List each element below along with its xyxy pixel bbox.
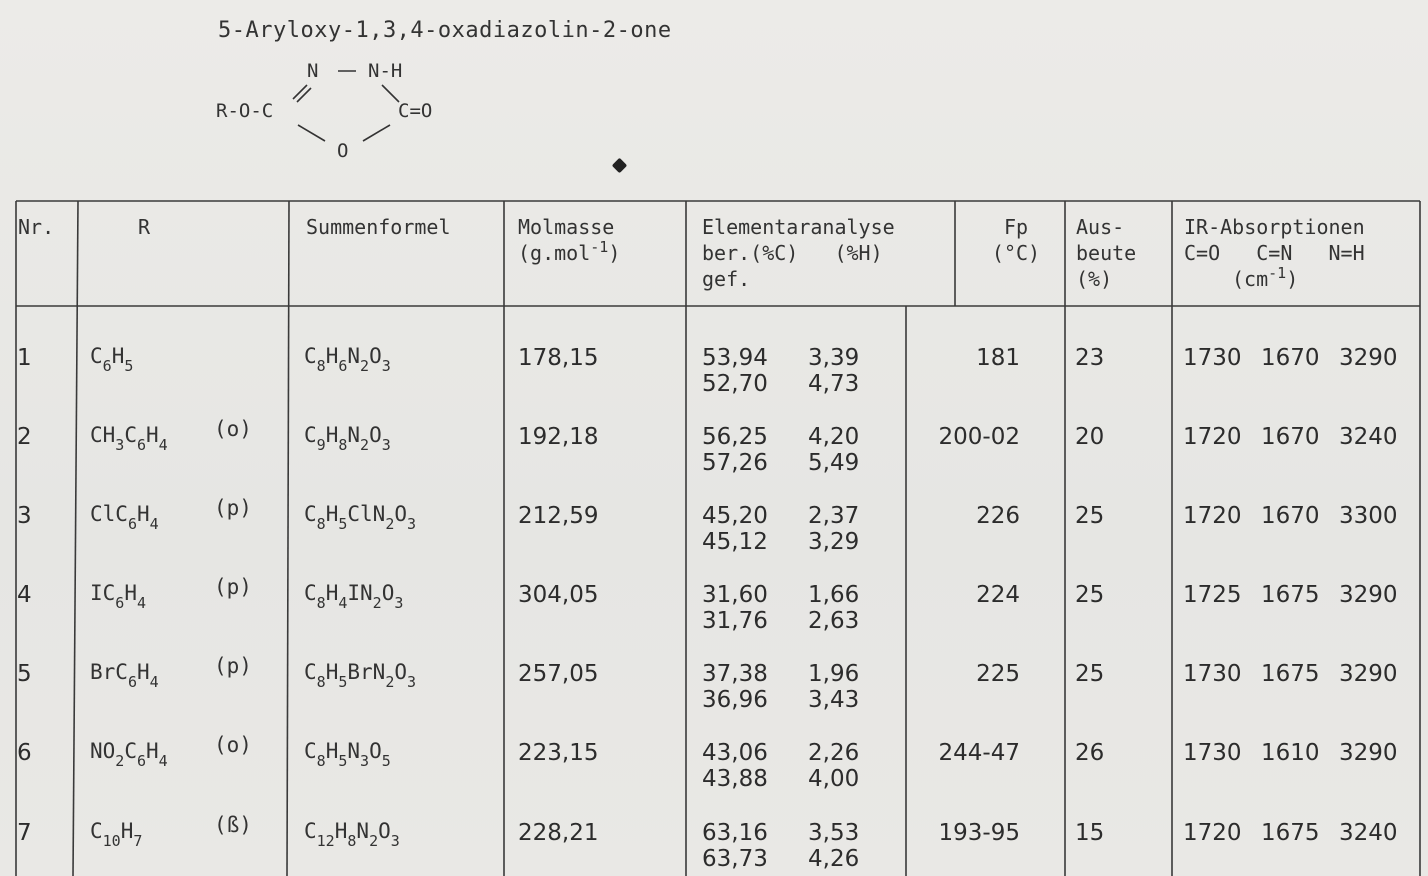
row-ber-c: 56,25 xyxy=(702,424,768,450)
row-ir xyxy=(1183,582,1398,609)
row-summenformel: $C_8H_5ClN_2O_3$ xyxy=(304,502,417,533)
row-nr: 3 xyxy=(17,503,32,529)
row-ir-cn: 1675 xyxy=(1261,820,1320,846)
row-ir-nh: 3290 xyxy=(1339,661,1398,687)
row-ber-h: 4,20 xyxy=(808,424,860,450)
row-ir-co: 1725 xyxy=(1183,582,1242,608)
row-gef-h: 3,29 xyxy=(808,529,860,555)
row-ber-h: 3,53 xyxy=(808,820,860,846)
row-fp: 224 xyxy=(976,582,1020,608)
row-r: $C_{10}H_7$ xyxy=(90,819,143,850)
row-nr: 5 xyxy=(17,661,32,687)
header-r: R xyxy=(138,215,151,239)
row-fp: 181 xyxy=(976,345,1020,371)
row-molmasse: 257,05 xyxy=(518,661,599,687)
row-nr: 6 xyxy=(17,740,32,766)
row-gef-c: 63,73 xyxy=(702,846,768,872)
row-ir xyxy=(1183,820,1398,847)
row-molmasse: 212,59 xyxy=(518,503,599,529)
header-ir-unit-pre: (cm xyxy=(1232,267,1269,291)
header-ir-unit xyxy=(1184,266,1365,292)
row-ausbeute: 25 xyxy=(1075,503,1105,529)
header-ir-bands: C=O C=N N=H xyxy=(1184,241,1365,265)
header-ir-unit-exp: -1 xyxy=(1268,264,1287,282)
row-fp: 226 xyxy=(976,503,1020,529)
row-ber-h: 3,39 xyxy=(808,345,860,371)
row-ir xyxy=(1183,503,1398,530)
row-ir xyxy=(1183,345,1398,372)
row-gef-h: 2,63 xyxy=(808,608,860,634)
row-ir-co: 1730 xyxy=(1183,345,1242,371)
header-summenformel: Summenformel xyxy=(306,215,451,239)
row-gef-h: 5,49 xyxy=(808,450,860,476)
row-ir-cn: 1675 xyxy=(1261,661,1320,687)
row-r: $CH_3C_6H_4$ xyxy=(90,423,168,454)
row-fp: 200-02 xyxy=(938,424,1020,450)
header-ir-label: IR-Absorptionen xyxy=(1184,215,1365,239)
ring-atom-o: O xyxy=(337,140,349,162)
header-elementaranalyse xyxy=(702,214,895,292)
header-molmasse-label: Molmasse xyxy=(518,215,615,239)
row-ir-nh: 3240 xyxy=(1339,424,1398,450)
row-ber-h: 1,96 xyxy=(808,661,860,687)
row-ir-nh: 3290 xyxy=(1339,740,1398,766)
row-nr: 2 xyxy=(17,424,32,450)
row-summenformel: $C_{12}H_8N_2O_3$ xyxy=(304,819,400,850)
row-r-position: (ß) xyxy=(214,813,252,837)
row-ber-c: 43,06 xyxy=(702,740,768,766)
row-ir-nh: 3300 xyxy=(1339,503,1398,529)
header-fp-label: Fp xyxy=(1003,215,1029,239)
row-r-position: (p) xyxy=(214,654,252,678)
row-ir xyxy=(1183,424,1398,451)
row-nr: 1 xyxy=(17,345,32,371)
row-r: $ClC_6H_4$ xyxy=(90,502,159,533)
row-ausbeute: 25 xyxy=(1075,582,1105,608)
header-elementaranalyse-label: Elementaranalyse xyxy=(702,215,895,239)
row-ausbeute: 26 xyxy=(1075,740,1105,766)
row-ir xyxy=(1183,661,1398,688)
row-r: $IC_6H_4$ xyxy=(90,581,147,612)
row-ir-nh: 3240 xyxy=(1339,820,1398,846)
row-gef-c: 45,12 xyxy=(702,529,768,555)
row-ir xyxy=(1183,740,1398,767)
header-fp xyxy=(986,214,1046,266)
row-summenformel: $C_8H_6N_2O_3$ xyxy=(304,344,391,375)
row-ber-c: 45,20 xyxy=(702,503,768,529)
row-ber-c: 53,94 xyxy=(702,345,768,371)
row-molmasse: 228,21 xyxy=(518,820,599,846)
page-title: 5-Aryloxy-1,3,4-oxadiazolin-2-one xyxy=(218,18,672,43)
row-ber-c: 63,16 xyxy=(702,820,768,846)
row-molmasse: 223,15 xyxy=(518,740,599,766)
header-ir xyxy=(1184,214,1365,292)
row-ir-cn: 1670 xyxy=(1261,424,1320,450)
header-molmasse-unit-exp: -1 xyxy=(590,238,609,256)
header-molmasse-unit-pre: (g.mol xyxy=(518,241,591,265)
row-r-position: (p) xyxy=(214,575,252,599)
row-nr: 7 xyxy=(17,820,32,846)
header-fp-unit: (°C) xyxy=(991,241,1041,265)
header-molmasse-unit-post: ) xyxy=(608,241,621,265)
header-ausbeute-line1: Aus- xyxy=(1076,215,1125,239)
header-ausbeute-line3: (%) xyxy=(1076,267,1113,291)
row-gef-c: 52,70 xyxy=(702,371,768,397)
row-fp: 225 xyxy=(976,661,1020,687)
row-ausbeute: 25 xyxy=(1075,661,1105,687)
row-summenformel: $C_8H_5BrN_2O_3$ xyxy=(304,660,417,691)
row-ir-cn: 1670 xyxy=(1261,345,1320,371)
ring-substituent-ro-c: R-O-C xyxy=(216,100,274,122)
row-nr: 4 xyxy=(17,582,32,608)
row-summenformel: $C_8H_4IN_2O_3$ xyxy=(304,581,404,612)
header-molmasse xyxy=(518,214,620,266)
row-molmasse: 178,15 xyxy=(518,345,599,371)
row-r: $NO_2C_6H_4$ xyxy=(90,739,168,770)
row-ir-nh: 3290 xyxy=(1339,582,1398,608)
row-r-position: (o) xyxy=(214,733,252,757)
row-ir-co: 1720 xyxy=(1183,503,1242,529)
row-ir-nh: 3290 xyxy=(1339,345,1398,371)
row-ir-co: 1730 xyxy=(1183,661,1242,687)
row-ir-co: 1730 xyxy=(1183,740,1242,766)
header-ausbeute xyxy=(1076,214,1136,292)
ring-carbonyl: C=O xyxy=(398,100,433,122)
row-molmasse: 192,18 xyxy=(518,424,599,450)
row-ber-h: 1,66 xyxy=(808,582,860,608)
header-elementaranalyse-gef: gef. xyxy=(702,267,751,291)
row-gef-c: 36,96 xyxy=(702,687,768,713)
row-ir-cn: 1675 xyxy=(1261,582,1320,608)
row-ir-co: 1720 xyxy=(1183,424,1242,450)
row-r: $BrC_6H_4$ xyxy=(90,660,159,691)
row-ausbeute: 20 xyxy=(1075,424,1105,450)
row-ausbeute: 23 xyxy=(1075,345,1105,371)
ring-atom-nh: N-H xyxy=(368,60,403,82)
row-gef-h: 4,00 xyxy=(808,766,860,792)
row-gef-c: 57,26 xyxy=(702,450,768,476)
row-ir-cn: 1610 xyxy=(1261,740,1320,766)
row-r: $C_6H_5$ xyxy=(90,344,134,375)
row-summenformel: $C_9H_8N_2O_3$ xyxy=(304,423,391,454)
ring-atom-n: N xyxy=(307,60,319,82)
row-gef-h: 4,73 xyxy=(808,371,860,397)
header-ausbeute-line2: beute xyxy=(1076,241,1137,265)
header-molmasse-unit xyxy=(518,240,620,266)
row-gef-h: 3,43 xyxy=(808,687,860,713)
row-gef-h: 4,26 xyxy=(808,846,860,872)
row-ir-cn: 1670 xyxy=(1261,503,1320,529)
row-fp: 193-95 xyxy=(938,820,1020,846)
row-summenformel: $C_8H_5N_3O_5$ xyxy=(304,739,391,770)
row-ber-h: 2,26 xyxy=(808,740,860,766)
row-molmasse: 304,05 xyxy=(518,582,599,608)
row-ber-c: 37,38 xyxy=(702,661,768,687)
row-gef-c: 31,76 xyxy=(702,608,768,634)
row-ir-co: 1720 xyxy=(1183,820,1242,846)
header-ir-unit-post: ) xyxy=(1286,267,1299,291)
row-r-position: (o) xyxy=(214,417,252,441)
row-gef-c: 43,88 xyxy=(702,766,768,792)
row-fp: 244-47 xyxy=(938,740,1020,766)
header-nr: Nr. xyxy=(18,215,55,239)
row-ber-c: 31,60 xyxy=(702,582,768,608)
row-ber-h: 2,37 xyxy=(808,503,860,529)
row-ausbeute: 15 xyxy=(1075,820,1105,846)
row-r-position: (p) xyxy=(214,496,252,520)
header-elementaranalyse-ber: ber.(%C) (%H) xyxy=(702,241,883,265)
